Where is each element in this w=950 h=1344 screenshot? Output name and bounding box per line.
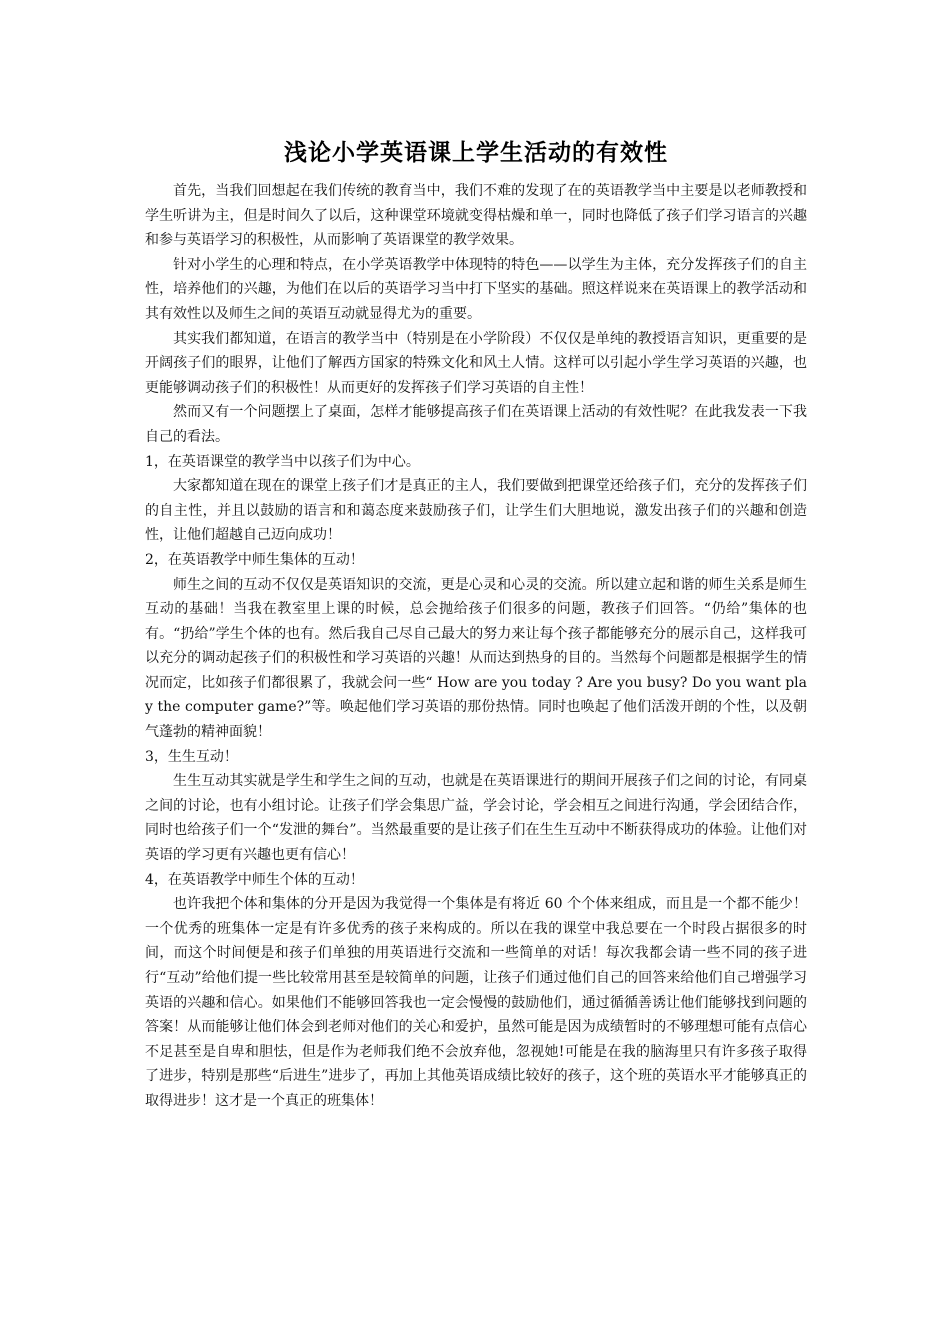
- section-heading-1: 1，在英语课堂的教学当中以孩子们为中心。: [145, 453, 420, 470]
- document-body: [145, 137, 807, 1114]
- section-heading-2: 2，在英语教学中师生集体的互动！: [145, 551, 364, 568]
- document-title: 浅论小学英语课上学生活动的有效性: [284, 139, 668, 166]
- paragraph-student-centered: 针对小学生的心理和特点，在小学英语教学中体现特的特色——以学生为主体，充分发挥孩子们的自主性，培养他们的兴趣，为他们在以后的英语学习当中打下坚实的基础。照这样说来在英语课上的教学活动和其有效性以及师生之间的英语互动就显得尤为的重要。: [145, 256, 807, 322]
- paragraph-question: 然而又有一个问题摆上了桌面，怎样才能够提高孩子们在英语课上活动的有效性呢？在此我发表一下我自己的看法。: [145, 404, 807, 445]
- paragraph-intro: 首先，当我们回想起在我们传统的教育当中，我们不难的发现了在的英语教学当中主要是以老师教授和学生听讲为主，但是时间久了以后，这种课堂环境就变得枯燥和单一，同时也降低了孩子们学习语言的兴趣和参与英语学习的积极性，从而影响了英语课堂的教学效果。: [145, 183, 807, 249]
- paragraph-culture: 其实我们都知道，在语言的教学当中（特别是在小学阶段）不仅仅是单纯的教授语言知识，更重要的是开阔孩子们的眼界，让他们了解西方国家的特殊文化和风土人情。这样可以引起小学生学习英语的兴趣，也更能够调动孩子们的积极性！从而更好的发挥孩子们学习英语的自主性！: [145, 330, 807, 396]
- paragraph-section-3: 生生互动其实就是学生和学生之间的互动，也就是在英语课进行的期间开展孩子们之间的讨论，有同桌之间的讨论，也有小组讨论。让孩子们学会集思广益，学会讨论，学会相互之间进行沟通，学会团结合作，同时也给孩子们一个“发泄的舞台”。当然最重要的是让孩子们在生生互动中不断获得成功的体验。让他们对英语的学习更有兴趣也更有信心！: [145, 773, 807, 864]
- paragraph-section-2: 师生之间的互动不仅仅是英语知识的交流，更是心灵和心灵的交流。所以建立起和谐的师生关系是师生互动的基础！当我在教室里上课的时候，总会抛给孩子们很多的问题，教孩子们回答。“仍给”集体的也有。“扔给”学生个体的也有。然后我自己尽自己最大的努力来让每个孩子都能够充分的展示自己，这样我可以充分的调动起孩子们的积极性和学习英语的兴趣！从而达到热身的目的。当然每个问题都是根据学生的情况而定，比如孩子们都很累了，我就会问一些“ How are you today ? Are you busy? Do you want play the computer game?”等。唤起他们学习英语的那份热情。同时也唤起了他们活泼开朗的个性，以及朝气蓬勃的精神面貌！: [145, 576, 807, 741]
- paragraph-section-1: 大家都知道在现在的课堂上孩子们才是真正的主人，我们要做到把课堂还给孩子们，充分的发挥孩子们的自主性，并且以鼓励的语言和和蔼态度来鼓励孩子们，让学生们大胆地说，激发出孩子们的兴趣和创造性，让他们超越自己迈向成功！: [145, 478, 807, 544]
- section-heading-4: 4，在英语教学中师生个体的互动！: [145, 871, 364, 888]
- paragraph-section-4: 也许我把个体和集体的分开是因为我觉得一个集体是有将近 60 个个体来组成，而且是一个都不能少！一个优秀的班集体一定是有许多优秀的孩子来构成的。所以在我的课堂中我总要在一个时段占据很多的时间，而这个时间便是和孩子们单独的用英语进行交流和一些简单的对话！每次我都会请一些不同的孩子进行“互动”给他们提一些比较常用甚至是较简单的问题，让孩子们通过他们自己的回答来给他们自己增强学习英语的兴趣和信心。如果他们不能够回答我也一定会慢慢的鼓励他们，通过循循善诱让他们能够找到问题的答案！从而能够让他们体会到老师对他们的关心和爱护，虽然可能是因为成绩暂时的不够理想可能有点信心不足甚至是自卑和胆怯，但是作为老师我们绝不会放弃他，忽视她!可能是在我的脑海里只有许多孩子取得了进步，特别是那些“后进生”进步了，再加上其他英语成绩比较好的孩子，这个班的英语水平才能够真正的取得进步！这才是一个真正的班集体！: [145, 896, 807, 1109]
- section-heading-3: 3，生生互动！: [145, 748, 238, 765]
